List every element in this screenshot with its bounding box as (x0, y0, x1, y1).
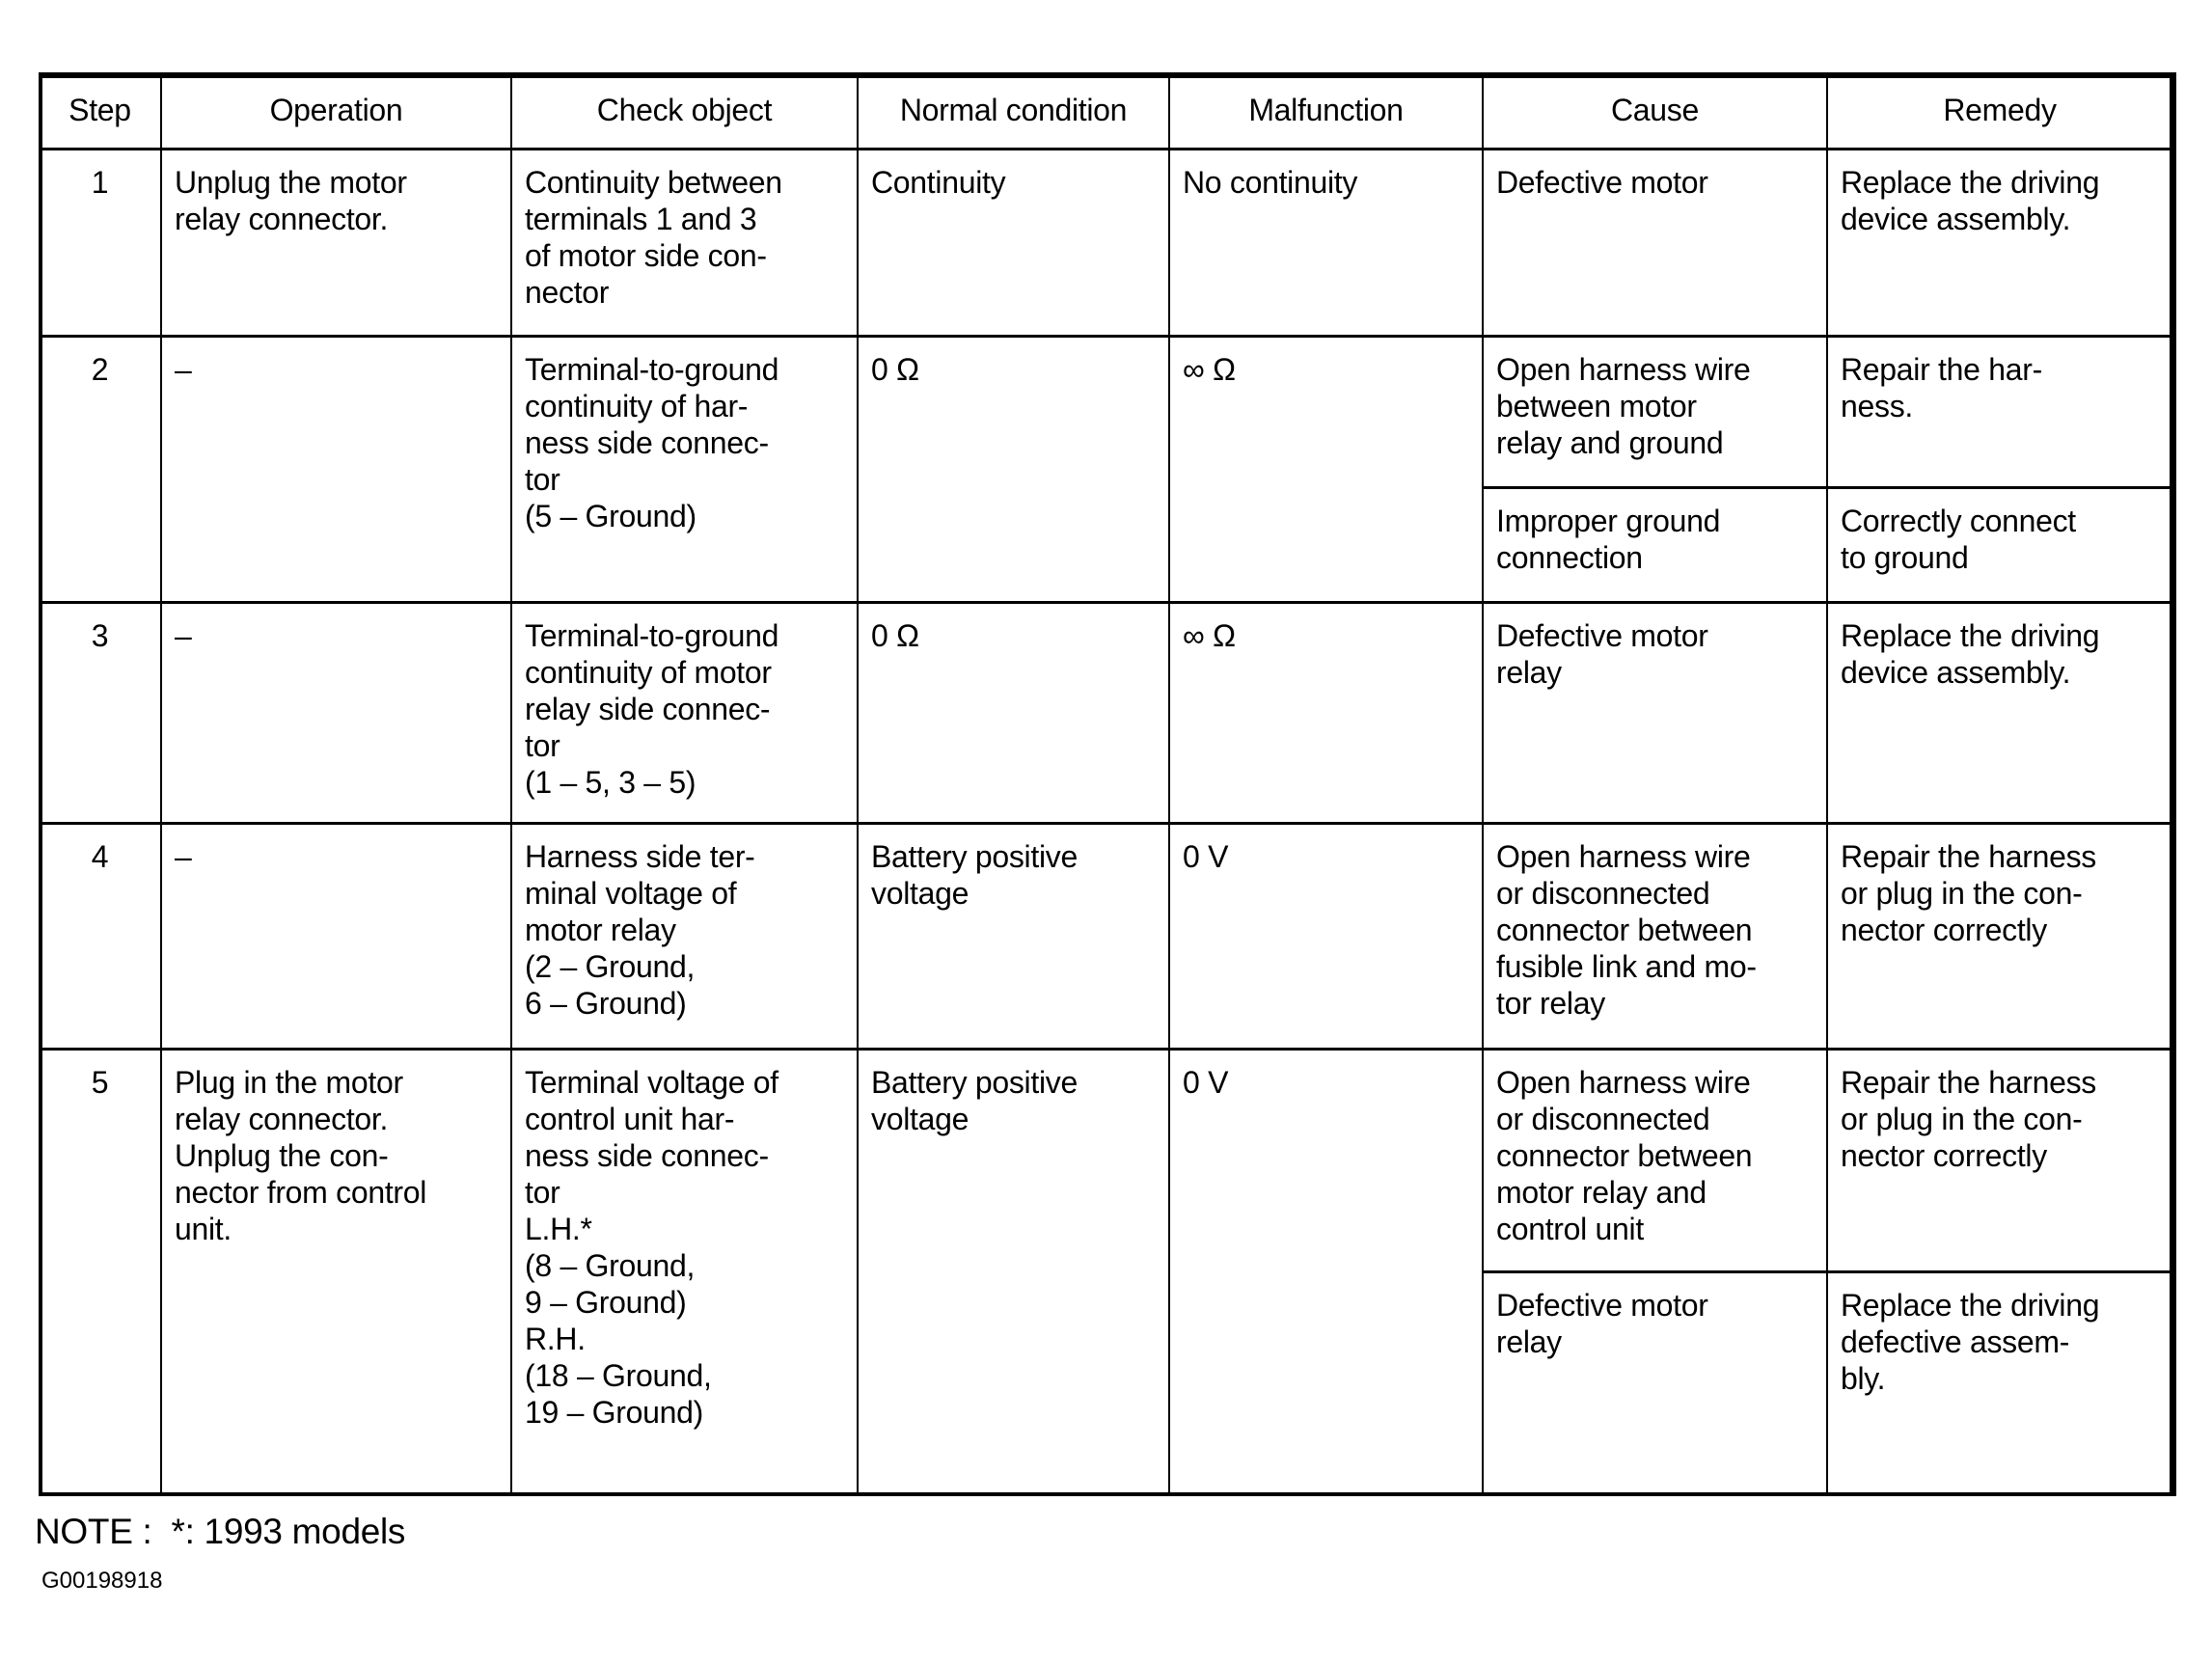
row-5-operation: Plug in the motor relay connector. Unplug the con- nector from control unit. (175, 1065, 427, 1246)
row-5-cause-2: Defective motor relay (1496, 1288, 1708, 1359)
row-5-remedy-1: Repair the harness or plug in the con- nector correctly (1841, 1065, 2096, 1173)
table-border-right (2170, 72, 2176, 1496)
column-divider (1826, 72, 1828, 1495)
row-2-remedy-1: Repair the har- ness. (1841, 352, 2042, 423)
row-4-cause-1: Open harness wire or disconnected connector between fusible link and mo- tor relay (1496, 839, 1757, 1021)
header-check-object: Check object (596, 93, 773, 127)
row-4-malfunction: 0 V (1183, 839, 1229, 874)
table-border-bottom (39, 1492, 2176, 1496)
header-operation: Operation (269, 93, 403, 127)
header-malfunction: Malfunction (1248, 93, 1404, 127)
row-1-check-object: Continuity between terminals 1 and 3 of motor side con- nector (525, 165, 782, 310)
row-2-check-object: Terminal-to-ground continuity of har- ness side connec- tor (5 – Ground) (525, 352, 779, 533)
row-3-malfunction: ∞ Ω (1183, 618, 1236, 653)
row-5-step: 5 (91, 1065, 109, 1100)
row-1-operation: Unplug the motor relay connector. (175, 165, 407, 236)
column-divider (160, 72, 162, 1495)
column-divider (1168, 72, 1170, 1495)
row-2-normal-condition: 0 Ω (871, 352, 919, 387)
table-border-left (39, 72, 42, 1496)
column-divider (510, 72, 512, 1495)
header-step: Step (68, 93, 131, 127)
column-divider (1482, 72, 1484, 1495)
row-2-cause-1: Open harness wire between motor relay and ground (1496, 352, 1751, 460)
row-3-step: 3 (91, 618, 109, 653)
row-2-step: 2 (91, 352, 109, 387)
row-4-operation: – (175, 839, 192, 874)
row-4-step: 4 (91, 839, 109, 874)
row-3-check-object: Terminal-to-ground continuity of motor relay side connec- tor (1 – 5, 3 – 5) (525, 618, 779, 800)
row-4-remedy-1: Repair the harness or plug in the con- nector correctly (1841, 839, 2096, 947)
row-divider (39, 148, 2172, 150)
header-normal-condition: Normal condition (899, 93, 1128, 127)
figure-id: G00198918 (41, 1568, 163, 1594)
column-divider (857, 72, 859, 1495)
row-divider (39, 601, 2172, 604)
row-4-normal-condition: Battery positive voltage (871, 839, 1078, 911)
row-1-remedy-1: Replace the driving device assembly. (1841, 165, 2100, 236)
table-note: NOTE : *: 1993 models (35, 1512, 406, 1551)
row-1-step: 1 (91, 165, 109, 200)
row-divider (39, 335, 2172, 338)
row-3-remedy-1: Replace the driving device assembly. (1841, 618, 2100, 690)
row-5-malfunction: 0 V (1183, 1065, 1229, 1100)
row-3-cause-1: Defective motor relay (1496, 618, 1708, 690)
row-5-cause-1: Open harness wire or disconnected connector between motor relay and control unit (1496, 1065, 1753, 1246)
row-2-remedy-2: Correctly connect to ground (1841, 504, 2076, 575)
row-3-operation: – (175, 618, 192, 653)
row-1-normal-condition: Continuity (871, 165, 1006, 200)
row-5-remedy-2: Replace the driving defective assem- bly. (1841, 1288, 2100, 1396)
row-2-cause-2: Improper ground connection (1496, 504, 1721, 575)
row-4-check-object: Harness side ter- minal voltage of motor relay (2 – Ground, 6 – Ground) (525, 839, 755, 1021)
header-cause: Cause (1610, 93, 1699, 127)
row-2-malfunction: ∞ Ω (1183, 352, 1236, 387)
row-5-normal-condition: Battery positive voltage (871, 1065, 1078, 1136)
row-2-operation: – (175, 352, 192, 387)
row-5-check-object: Terminal voltage of control unit har- ness side connec- tor L.H.* (8 – Ground, 9 – Ground) R.H. (18 – Ground, 19 – Ground) (525, 1065, 778, 1430)
row-3-normal-condition: 0 Ω (871, 618, 919, 653)
table-border-top (39, 72, 2176, 78)
row-divider (39, 822, 2172, 825)
row-1-malfunction: No continuity (1183, 165, 1358, 200)
header-remedy: Remedy (1943, 93, 2057, 127)
row-1-cause-1: Defective motor (1496, 165, 1708, 200)
row-divider (39, 1048, 2172, 1051)
